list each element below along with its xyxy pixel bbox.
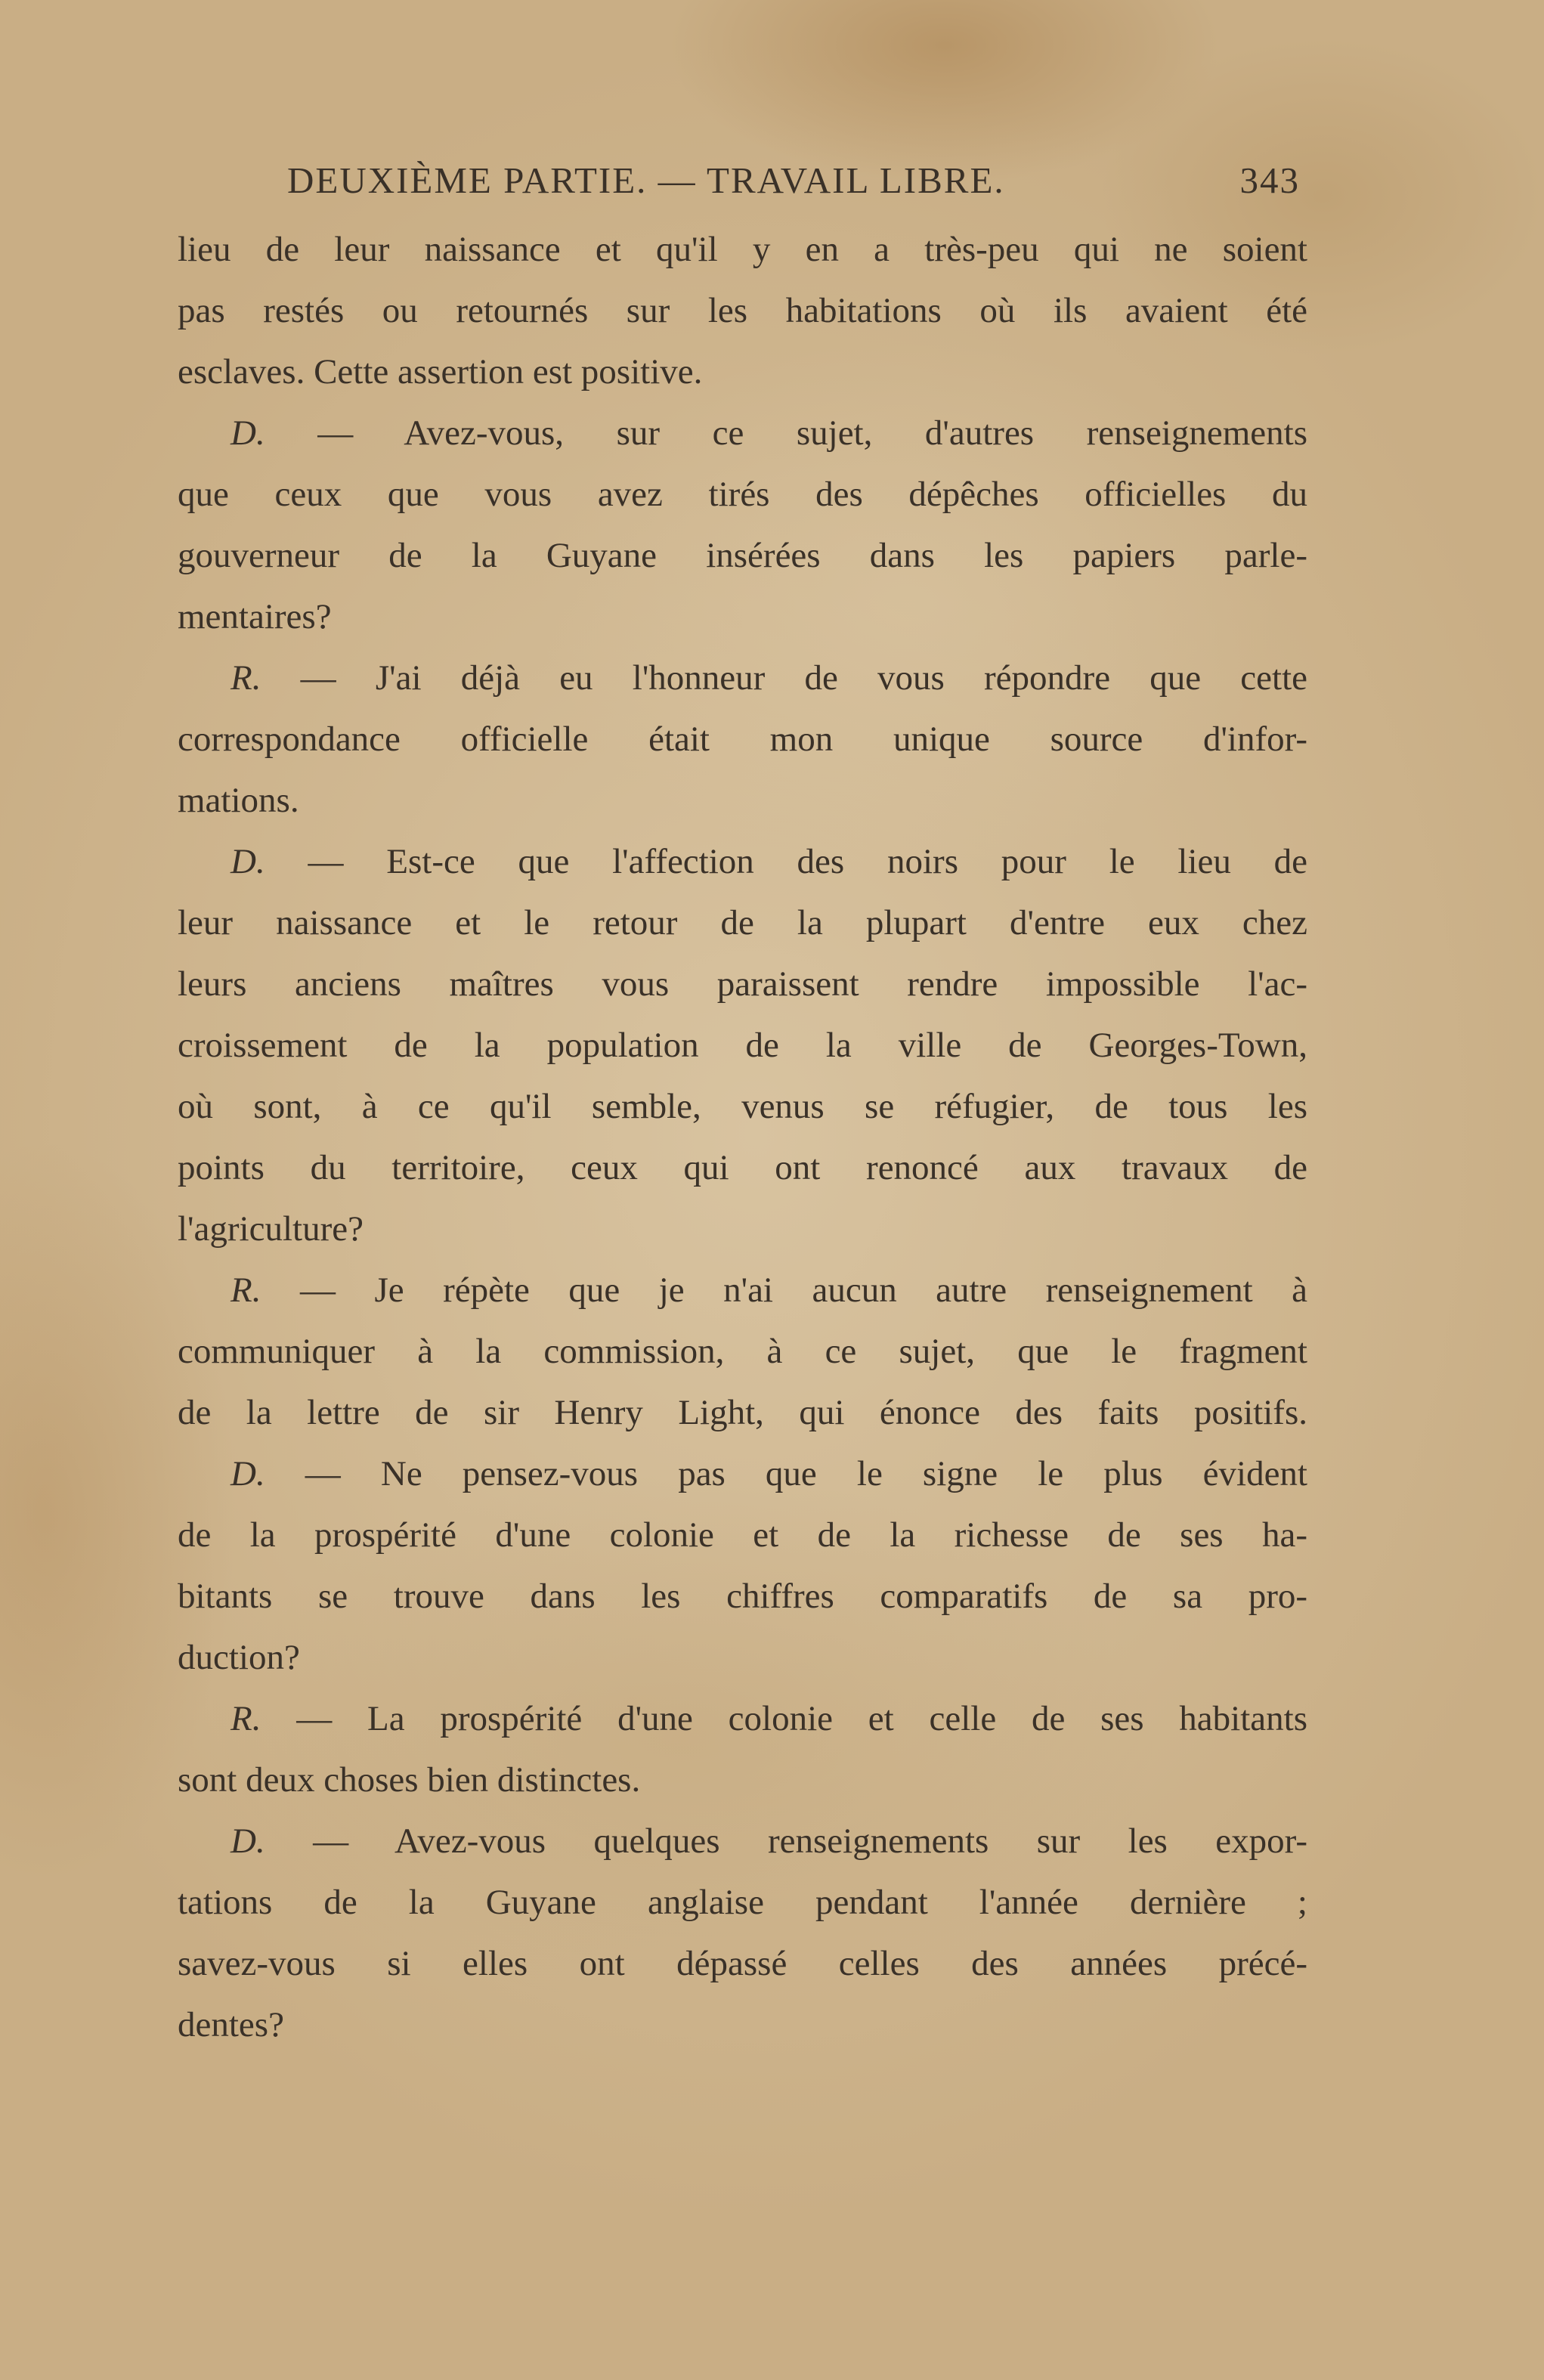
text-line-answer: R. — Je répète que je n'ai aucun autre renseignement à: [231, 1270, 1307, 1310]
text-line-question: D. — Avez-vous, sur ce sujet, d'autres renseignements: [231, 413, 1307, 453]
text-line: de la lettre de sir Henry Light, qui énonce des faits positifs.: [178, 1393, 1307, 1432]
text-line: où sont, à ce qu'il semble, venus se réfugier, de tous les: [178, 1087, 1307, 1126]
text-line: sont deux choses bien distinctes.: [178, 1760, 641, 1800]
speaker-label: D.: [231, 1454, 265, 1493]
text-line: pas restés ou retournés sur les habitations où ils avaient été: [178, 291, 1307, 330]
text-line-question: D. — Est-ce que l'affection des noirs pour le lieu de: [231, 842, 1307, 881]
text-line: dentes?: [178, 2005, 284, 2044]
text-line-answer: R. — La prospérité d'une colonie et celle de ses habitants: [231, 1699, 1307, 1738]
text-line: communiquer à la commission, à ce sujet, que le fragment: [178, 1332, 1307, 1371]
speaker-label: D.: [231, 1821, 265, 1861]
text-line: tations de la Guyane anglaise pendant l'année dernière ;: [178, 1883, 1307, 1922]
speaker-label: R.: [231, 658, 261, 698]
text-line: lieu de leur naissance et qu'il y en a très-peu qui ne soient: [178, 230, 1307, 269]
text-line: points du territoire, ceux qui ont renoncé aux travaux de: [178, 1148, 1307, 1187]
text-line: croissement de la population de la ville de Georges-Town,: [178, 1026, 1307, 1065]
text-line-question: D. — Ne pensez-vous pas que le signe le plus évident: [231, 1454, 1307, 1493]
speaker-label: R.: [231, 1699, 261, 1738]
page-number: 343: [1239, 159, 1300, 201]
text-line-question: D. — Avez-vous quelques renseignements sur les expor-: [231, 1821, 1307, 1861]
text-line: l'agriculture?: [178, 1209, 364, 1249]
text-line: mentaires?: [178, 597, 332, 636]
text-line: mations.: [178, 781, 299, 820]
text-line: duction?: [178, 1638, 300, 1677]
body-text: [178, 219, 1307, 2056]
speaker-label: R.: [231, 1270, 261, 1310]
text-line: gouverneur de la Guyane insérées dans les papiers parle-: [178, 536, 1307, 575]
text-line: bitants se trouve dans les chiffres comparatifs de sa pro-: [178, 1577, 1307, 1616]
page-header: [287, 159, 1300, 212]
text-line-answer: R. — J'ai déjà eu l'honneur de vous répondre que cette: [231, 658, 1307, 698]
text-line: de la prospérité d'une colonie et de la richesse de ses ha-: [178, 1515, 1307, 1555]
running-title: DEUXIÈME PARTIE. — TRAVAIL LIBRE.: [287, 159, 1005, 201]
text-line: correspondance officielle était mon unique source d'infor-: [178, 720, 1307, 759]
text-line: leur naissance et le retour de la plupart d'entre eux chez: [178, 903, 1307, 942]
text-line: que ceux que vous avez tirés des dépêches officielles du: [178, 475, 1307, 514]
text-line: leurs anciens maîtres vous paraissent rendre impossible l'ac-: [178, 964, 1307, 1004]
text-line: savez-vous si elles ont dépassé celles des années précé-: [178, 1944, 1307, 1983]
speaker-label: D.: [231, 842, 265, 881]
speaker-label: D.: [231, 413, 265, 453]
text-line: esclaves. Cette assertion est positive.: [178, 352, 703, 392]
